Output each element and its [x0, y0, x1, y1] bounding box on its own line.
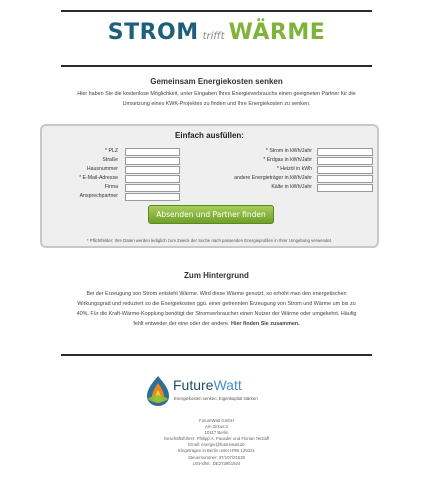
address-line: FutureWatt GmbH	[199, 418, 234, 423]
background-text-line-1: Bei der Erzeugung von Strom entsteht Wärme. Wird diese Wärme genutzt, so erhöht man den energetischen	[86, 291, 347, 297]
background-text-line-4	[0, 319, 433, 329]
background-heading: Zum Hintergrund	[184, 271, 249, 280]
firma-label: Firma	[104, 184, 118, 190]
erdgas-label: * Erdgas in kWh/Jahr	[263, 157, 312, 163]
form-title: Einfach ausfüllen:	[175, 131, 244, 140]
find-together-link[interactable]: Hier finden Sie zusammen.	[231, 321, 300, 327]
background-text-line-3: 40%. Für die Kraft-Wärme-Kopplung benötigt der Stromverbraucher einen Nutzer der Wärme oder umgekehrt. Häufig	[76, 311, 357, 317]
logo-trifft: trifft	[202, 31, 225, 42]
energy-form	[40, 124, 379, 248]
submit-button[interactable]: Absenden und Partner finden	[148, 205, 274, 224]
required-fields-note: * Pflichtfelder; Ihre Daten werden lediglich zum Zweck der Suche nach passenden Energieprofilen in Ihrer Umgebung verwendet.	[86, 238, 333, 243]
email-link[interactable]: Email: energie@futurewatt.de	[188, 442, 245, 448]
plz-input[interactable]	[125, 148, 180, 156]
site-logo[interactable]	[0, 20, 433, 45]
kaelte-input[interactable]	[317, 184, 373, 192]
futurewatt-slogan: Energiekosten senken, Eigenkapital stärken	[174, 396, 258, 401]
top-divider	[61, 10, 372, 12]
kaelte-label: Kälte in kWh/Jahr	[271, 184, 312, 190]
strom-input[interactable]	[317, 148, 373, 156]
erdgas-input[interactable]	[317, 157, 373, 165]
firma-input[interactable]	[125, 184, 180, 192]
intro-heading: Gemeinsam Energiekosten senken	[150, 77, 283, 86]
futurewatt-wordmark: FutureWatt	[173, 377, 242, 393]
email-input[interactable]	[125, 175, 180, 183]
ansprechpartner-label: Ansprechpartner	[79, 193, 118, 199]
hausnummer-label: Hausnummer	[86, 166, 118, 172]
company-address	[0, 418, 433, 467]
heizoel-label: * Heizöl in kWh	[276, 166, 312, 172]
strom-label: * Strom in kWh/Jahr	[265, 148, 312, 154]
flame-drop-icon	[145, 375, 171, 407]
address-line: Geschäftsführer: Philipp A. Pausder und Florian Tetzlaff	[163, 436, 270, 442]
header-divider	[61, 65, 372, 67]
footer-divider	[61, 354, 372, 356]
address-line: Am Zirkus 3	[205, 424, 228, 430]
address-line: 10117 Berlin	[204, 430, 229, 436]
andere-energietraeger-label: andere Energieträger in kWh/Jahr	[234, 175, 312, 181]
strasse-label: Straße	[102, 157, 118, 163]
email-label: * E-Mail-Adresse	[79, 175, 118, 181]
intro-text-line-1: Hier haben Sie die kostenlose Möglichkeit, unter Eingaben Ihres Energieverbrauchs einen geeigneten Partner für die	[77, 91, 356, 97]
andere-energietraeger-input[interactable]	[317, 175, 373, 183]
strasse-input[interactable]	[125, 157, 180, 165]
background-text-line-2: Wirkungsgrad und reduziert so die Energiekosten ggü. einer getrennten Erzeugung von Strom und Wärme um bis zu	[77, 301, 356, 307]
logo-waerme: WÄRME	[228, 20, 326, 45]
background-text-line-4-text: fehlt entweder der eine oder der andere.	[133, 321, 230, 327]
plz-label: * PLZ	[105, 148, 118, 154]
futurewatt-logo[interactable]	[143, 374, 303, 410]
address-line: USt-IdNr.: DE273951924	[192, 460, 241, 466]
hausnummer-input[interactable]	[125, 166, 180, 174]
logo-strom: STROM	[107, 20, 199, 45]
heizoel-input[interactable]	[317, 166, 373, 174]
address-line: Steuernummer: 37/107/21530	[187, 454, 246, 460]
intro-text-line-2: Umsetzung eines KWK-Projektes zu finden und Ihre Energiekosten zu senken.	[122, 101, 311, 107]
ansprechpartner-input[interactable]	[125, 193, 180, 201]
address-line: Eingetragen in Berlin unter HRB 129331	[178, 448, 255, 454]
